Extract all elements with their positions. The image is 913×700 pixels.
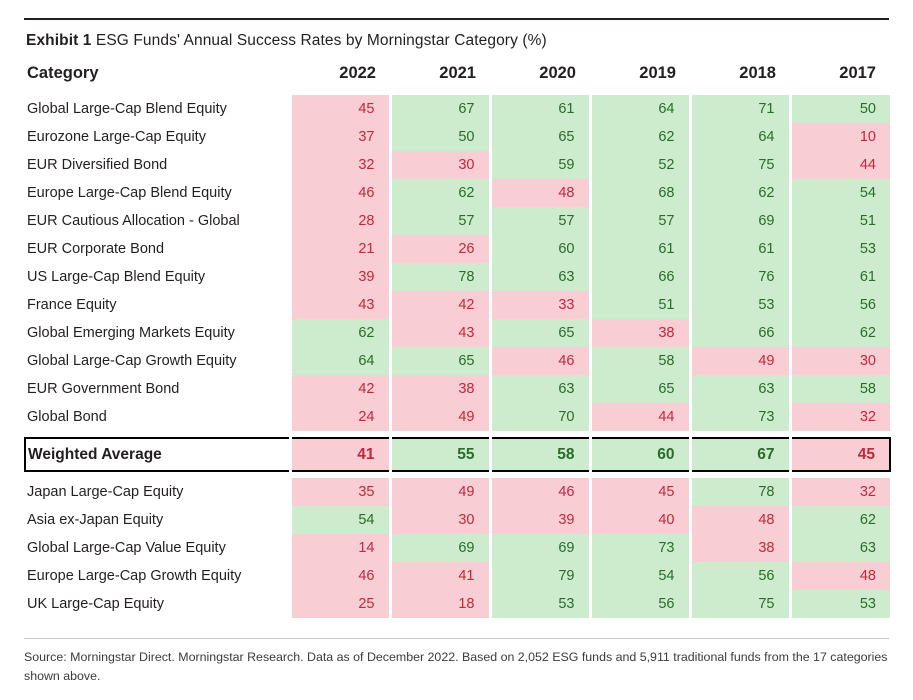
row-label: EUR Corporate Bond <box>25 235 290 263</box>
column-header-2020: 2020 <box>539 64 576 82</box>
row-label: Global Large-Cap Blend Equity <box>25 95 290 123</box>
cell-2020: 65 <box>490 319 590 347</box>
cell-2021: 30 <box>390 151 490 179</box>
table-row <box>25 438 890 471</box>
table-row <box>25 562 890 590</box>
cell-2020: 46 <box>490 347 590 375</box>
cell-2017: 10 <box>790 123 890 151</box>
table-row <box>25 375 890 403</box>
cell-2022: 54 <box>290 506 390 534</box>
cell-2021: 41 <box>390 562 490 590</box>
cell-2018: 38 <box>690 534 790 562</box>
cell-2019: 44 <box>590 403 690 431</box>
cell-2019: 61 <box>590 235 690 263</box>
table-row <box>25 590 890 618</box>
cell-2019: 60 <box>590 438 690 471</box>
cell-2022: 39 <box>290 263 390 291</box>
esg-success-rate-table <box>24 64 891 618</box>
cell-2017: 50 <box>790 95 890 123</box>
column-header-2022: 2022 <box>339 64 376 82</box>
row-label: Europe Large-Cap Blend Equity <box>25 179 290 207</box>
table-row <box>25 319 890 347</box>
cell-2020: 63 <box>490 263 590 291</box>
cell-2021: 55 <box>390 438 490 471</box>
column-header-2021: 2021 <box>439 64 476 82</box>
cell-2018: 56 <box>690 562 790 590</box>
row-spacer <box>25 431 890 438</box>
cell-2021: 69 <box>390 534 490 562</box>
cell-2022: 37 <box>290 123 390 151</box>
cell-2017: 44 <box>790 151 890 179</box>
cell-2021: 18 <box>390 590 490 618</box>
cell-2021: 49 <box>390 478 490 506</box>
cell-2020: 63 <box>490 375 590 403</box>
cell-2017: 30 <box>790 347 890 375</box>
table-row <box>25 291 890 319</box>
cell-2022: 14 <box>290 534 390 562</box>
cell-2020: 53 <box>490 590 590 618</box>
cell-2020: 65 <box>490 123 590 151</box>
cell-2022: 24 <box>290 403 390 431</box>
cell-2018: 62 <box>690 179 790 207</box>
row-label: Eurozone Large-Cap Equity <box>25 123 290 151</box>
cell-2022: 64 <box>290 347 390 375</box>
cell-2020: 46 <box>490 478 590 506</box>
cell-2019: 66 <box>590 263 690 291</box>
cell-2022: 41 <box>290 438 390 471</box>
cell-2017: 51 <box>790 207 890 235</box>
cell-2017: 62 <box>790 319 890 347</box>
row-label: UK Large-Cap Equity <box>25 590 290 618</box>
cell-2019: 56 <box>590 590 690 618</box>
cell-2019: 45 <box>590 478 690 506</box>
cell-2017: 53 <box>790 235 890 263</box>
row-label: US Large-Cap Blend Equity <box>25 263 290 291</box>
cell-2017: 32 <box>790 478 890 506</box>
cell-2021: 43 <box>390 319 490 347</box>
table-row <box>25 478 890 506</box>
cell-2022: 25 <box>290 590 390 618</box>
table-body <box>25 95 890 618</box>
cell-2018: 69 <box>690 207 790 235</box>
cell-2019: 51 <box>590 291 690 319</box>
row-label: Global Large-Cap Growth Equity <box>25 347 290 375</box>
cell-2018: 61 <box>690 235 790 263</box>
cell-2020: 57 <box>490 207 590 235</box>
table-row <box>25 95 890 123</box>
cell-2017: 45 <box>790 438 890 471</box>
cell-2022: 43 <box>290 291 390 319</box>
cell-2020: 48 <box>490 179 590 207</box>
table-row <box>25 235 890 263</box>
cell-2021: 67 <box>390 95 490 123</box>
row-label: EUR Cautious Allocation - Global <box>25 207 290 235</box>
cell-2018: 71 <box>690 95 790 123</box>
cell-2018: 49 <box>690 347 790 375</box>
row-label: Global Emerging Markets Equity <box>25 319 290 347</box>
spacer-cell <box>25 471 890 478</box>
cell-2017: 58 <box>790 375 890 403</box>
cell-2019: 58 <box>590 347 690 375</box>
cell-2018: 66 <box>690 319 790 347</box>
cell-2022: 21 <box>290 235 390 263</box>
header-row <box>25 64 890 95</box>
cell-2019: 57 <box>590 207 690 235</box>
cell-2021: 50 <box>390 123 490 151</box>
row-label: Global Bond <box>25 403 290 431</box>
table-row <box>25 534 890 562</box>
cell-2021: 78 <box>390 263 490 291</box>
exhibit-title <box>24 20 889 64</box>
table-row <box>25 123 890 151</box>
cell-2020: 39 <box>490 506 590 534</box>
cell-2017: 62 <box>790 506 890 534</box>
cell-2018: 73 <box>690 403 790 431</box>
cell-2021: 38 <box>390 375 490 403</box>
cell-2022: 32 <box>290 151 390 179</box>
table-row <box>25 179 890 207</box>
cell-2019: 73 <box>590 534 690 562</box>
cell-2022: 46 <box>290 179 390 207</box>
column-header-2017: 2017 <box>839 64 876 82</box>
cell-2018: 63 <box>690 375 790 403</box>
cell-2020: 61 <box>490 95 590 123</box>
cell-2019: 65 <box>590 375 690 403</box>
column-header-2019: 2019 <box>639 64 676 82</box>
table-row <box>25 506 890 534</box>
table-row <box>25 403 890 431</box>
cell-2017: 53 <box>790 590 890 618</box>
cell-2017: 63 <box>790 534 890 562</box>
table-row <box>25 151 890 179</box>
row-label: Japan Large-Cap Equity <box>25 478 290 506</box>
table-header <box>25 64 890 95</box>
cell-2017: 56 <box>790 291 890 319</box>
exhibit-title-text: ESG Funds' Annual Success Rates by Morningstar Category (%) <box>95 32 547 49</box>
cell-2022: 42 <box>290 375 390 403</box>
cell-2017: 48 <box>790 562 890 590</box>
cell-2021: 42 <box>390 291 490 319</box>
cell-2021: 62 <box>390 179 490 207</box>
cell-2021: 57 <box>390 207 490 235</box>
cell-2022: 62 <box>290 319 390 347</box>
cell-2020: 69 <box>490 534 590 562</box>
table-row <box>25 263 890 291</box>
cell-2020: 33 <box>490 291 590 319</box>
cell-2017: 54 <box>790 179 890 207</box>
cell-2018: 64 <box>690 123 790 151</box>
cell-2018: 78 <box>690 478 790 506</box>
cell-2019: 62 <box>590 123 690 151</box>
cell-2022: 35 <box>290 478 390 506</box>
cell-2020: 79 <box>490 562 590 590</box>
row-label: Asia ex-Japan Equity <box>25 506 290 534</box>
spacer-cell <box>25 431 890 438</box>
cell-2021: 26 <box>390 235 490 263</box>
cell-2018: 48 <box>690 506 790 534</box>
table-row <box>25 347 890 375</box>
row-spacer <box>25 471 890 478</box>
source-note: Source: Morningstar Direct. Morningstar Research. Data as of December 2022. Based on 2,052 ESG funds and 5,911 traditional funds from the 17 categories shown above. <box>24 638 889 686</box>
column-header-2018: 2018 <box>739 64 776 82</box>
row-label: EUR Government Bond <box>25 375 290 403</box>
cell-2019: 52 <box>590 151 690 179</box>
row-label: Weighted Average <box>25 438 290 471</box>
column-header-category: Category <box>27 64 99 82</box>
cell-2022: 45 <box>290 95 390 123</box>
cell-2018: 75 <box>690 151 790 179</box>
cell-2017: 61 <box>790 263 890 291</box>
cell-2018: 76 <box>690 263 790 291</box>
cell-2022: 46 <box>290 562 390 590</box>
cell-2020: 60 <box>490 235 590 263</box>
row-label: Europe Large-Cap Growth Equity <box>25 562 290 590</box>
cell-2021: 49 <box>390 403 490 431</box>
cell-2018: 75 <box>690 590 790 618</box>
table-row <box>25 207 890 235</box>
cell-2019: 68 <box>590 179 690 207</box>
cell-2019: 64 <box>590 95 690 123</box>
row-label: EUR Diversified Bond <box>25 151 290 179</box>
cell-2018: 53 <box>690 291 790 319</box>
exhibit-label: Exhibit 1 <box>26 32 92 49</box>
cell-2021: 30 <box>390 506 490 534</box>
cell-2019: 40 <box>590 506 690 534</box>
cell-2019: 38 <box>590 319 690 347</box>
cell-2017: 32 <box>790 403 890 431</box>
exhibit-page <box>0 18 913 700</box>
cell-2020: 59 <box>490 151 590 179</box>
cell-2020: 58 <box>490 438 590 471</box>
row-label: Global Large-Cap Value Equity <box>25 534 290 562</box>
cell-2018: 67 <box>690 438 790 471</box>
row-label: France Equity <box>25 291 290 319</box>
cell-2020: 70 <box>490 403 590 431</box>
cell-2021: 65 <box>390 347 490 375</box>
cell-2019: 54 <box>590 562 690 590</box>
cell-2022: 28 <box>290 207 390 235</box>
